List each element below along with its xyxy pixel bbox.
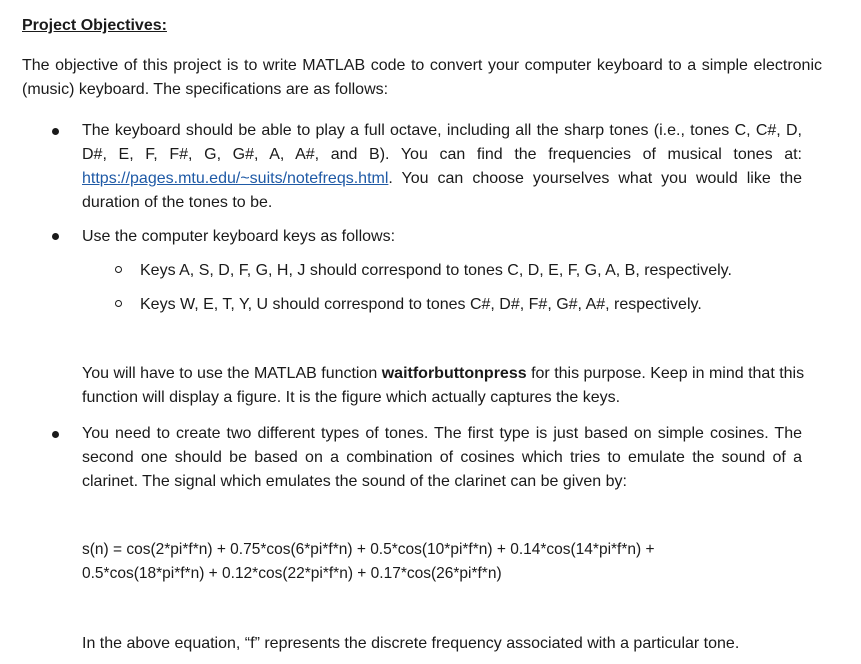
section-heading: Project Objectives: <box>22 17 167 34</box>
bullet-tone-types: You need to create two different types of tones. The first type is just based on simple cosines. The second one should be based on a combination of cosines which tries to emulate the sound of a clarinet. The signal which emulates the sound of the clarinet can be given by: <box>82 425 802 490</box>
bullet-octave <box>82 119 802 215</box>
function-name: waitforbuttonpress <box>381 365 527 382</box>
sub-bullet-circle-icon <box>115 300 122 307</box>
bullet-octave-text-after: . You can choose yourselves what you would like the duration of the tones to be. <box>82 170 802 211</box>
equation-line-2: 0.5*cos(18*pi*f*n) + 0.12*cos(22*pi*f*n) + 0.17*cos(26*pi*f*n) <box>82 565 502 582</box>
bullet-dot-icon <box>52 233 59 240</box>
waitfor-text-before: You will have to use the MATLAB function <box>82 365 382 382</box>
equation-line-1: s(n) = cos(2*pi*f*n) + 0.75*cos(6*pi*f*n) + 0.5*cos(10*pi*f*n) + 0.14*cos(14*pi*f*n) + <box>82 541 655 558</box>
sub-bullet-sharp-keys: Keys W, E, T, Y, U should correspond to tones C#, D#, F#, G#, A#, respectively. <box>140 296 702 313</box>
closing-paragraph: In the above equation, “f” represents the discrete frequency associated with a particular tone. <box>82 635 740 652</box>
bullet-octave-text: The keyboard should be able to play a full octave, including all the sharp tones (i.e., tones C, C#, D, D#, E, F, F#, G, G#, A, A#, and B). You can find the frequencies of musical tones at: <box>82 122 802 163</box>
notefreqs-link[interactable]: https://pages.mtu.edu/~suits/notefreqs.html <box>82 170 389 187</box>
waitfor-text-after: for this purpose. Keep in mind that this function will display a figure. It is the figure which actually captures the keys. <box>82 365 805 406</box>
bullet-dot-icon <box>52 128 59 135</box>
bullet-keyboard-keys: Use the computer keyboard keys as follows: <box>82 228 396 245</box>
bullet-dot-icon <box>52 431 59 438</box>
sub-bullet-circle-icon <box>115 266 122 273</box>
waitforbuttonpress-paragraph <box>82 362 807 410</box>
sub-bullet-natural-keys: Keys A, S, D, F, G, H, J should correspond to tones C, D, E, F, G, A, B, respectively. <box>140 262 732 279</box>
intro-paragraph: The objective of this project is to write MATLAB code to convert your computer keyboard to a simple electronic (music) keyboard. The specifications are as follows: <box>22 57 822 98</box>
